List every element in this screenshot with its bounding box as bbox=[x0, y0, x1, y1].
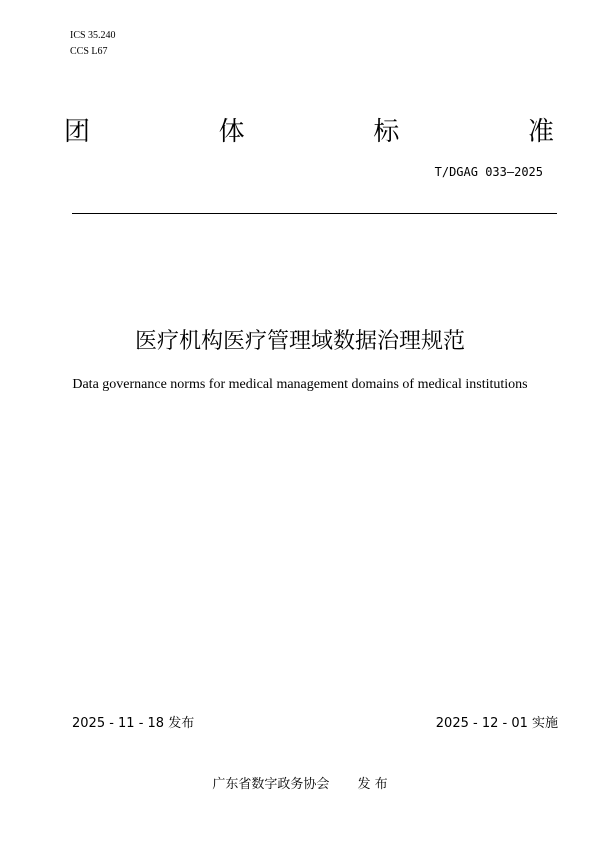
issue-date: 2025 - 11 - 18 发布 bbox=[72, 716, 195, 731]
publisher-line bbox=[0, 775, 600, 795]
title-chinese: 医疗机构医疗管理域数据治理规范 bbox=[134, 329, 465, 354]
ics-code: ICS 35.240 bbox=[70, 30, 116, 41]
document-kind-heading bbox=[64, 112, 554, 152]
ccs-code: CCS L67 bbox=[70, 46, 108, 57]
publisher-name: 广东省数字政务协会 bbox=[212, 777, 330, 792]
doc-kind-char: 标 bbox=[373, 117, 400, 147]
header-divider bbox=[72, 213, 557, 214]
standard-number: T/DGAG 033—2025 bbox=[434, 165, 543, 179]
publisher-action: 发 布 bbox=[357, 777, 388, 792]
doc-kind-char: 准 bbox=[527, 117, 554, 147]
classification-codes bbox=[70, 28, 116, 60]
title-english: Data governance norms for medical management domains of medical institutions bbox=[72, 377, 528, 392]
doc-kind-char: 体 bbox=[218, 117, 245, 147]
doc-kind-char: 团 bbox=[64, 117, 91, 147]
implementation-date: 2025 - 12 - 01 实施 bbox=[435, 716, 558, 731]
